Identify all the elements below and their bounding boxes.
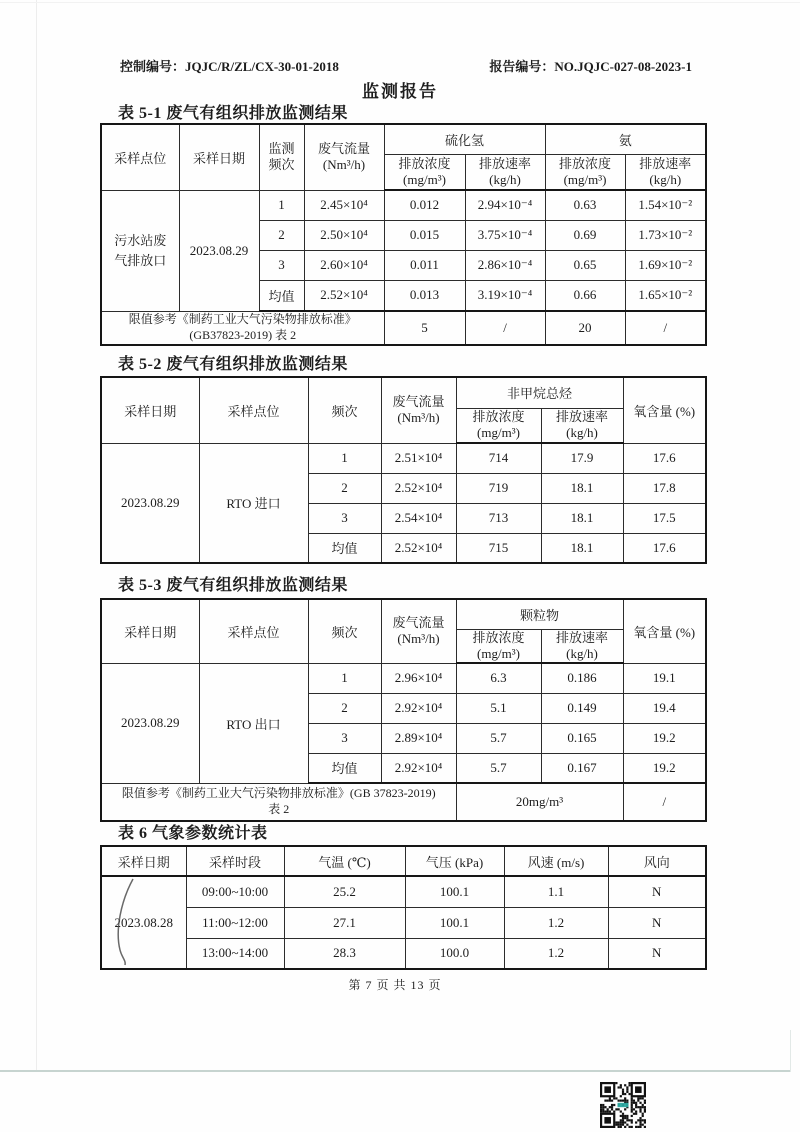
cell: 2 <box>308 693 381 723</box>
cell: N <box>608 938 706 969</box>
group-header-particulate: 颗粒物 <box>456 599 623 629</box>
col-header-sampling-date: 采样日期 <box>179 124 259 190</box>
limit-value: 20 <box>545 311 625 345</box>
limit-value: 5 <box>384 311 465 345</box>
col-header-gas-flow: 废气流量 (Nm³/h) <box>304 124 384 190</box>
table-5-1-title: 表 5-1 废气有组织排放监测结果 <box>118 105 348 122</box>
cell: 17.6 <box>623 443 706 473</box>
cell: 0.015 <box>384 220 465 250</box>
col-header-sampling-point: 采样点位 <box>199 377 308 443</box>
cell: 2.50×10⁴ <box>304 220 384 250</box>
table-5-2-title: 表 5-2 废气有组织排放监测结果 <box>118 356 348 373</box>
cell: 5.7 <box>456 753 541 783</box>
cell: 18.1 <box>541 533 623 563</box>
cell: 2.96×10⁴ <box>381 663 456 693</box>
cell: 3 <box>308 723 381 753</box>
col-header-gas-flow: 废气流量 (Nm³/h) <box>381 599 456 663</box>
col-header-sampling-date: 采样日期 <box>101 377 199 443</box>
col-header-concentration: 排放浓度 (mg/m³) <box>456 408 541 443</box>
table-5-2 <box>100 376 707 564</box>
report-number: 报告编号：NO.JQJC-027-08-2023-1 <box>489 59 692 74</box>
paper-right-edge <box>790 1030 791 1072</box>
cell: 25.2 <box>284 876 405 907</box>
cell: 0.65 <box>545 250 625 280</box>
cell: 719 <box>456 473 541 503</box>
cell: 1.54×10⁻² <box>625 190 706 220</box>
col-header-frequency: 频次 <box>308 377 381 443</box>
cell: 1.73×10⁻² <box>625 220 706 250</box>
limit-reference: 限值参考《制药工业大气污染物排放标准》(GB 37823-2019) 表 2 <box>101 783 456 821</box>
table-5-1 <box>100 123 707 346</box>
cell: 18.1 <box>541 473 623 503</box>
col-header-concentration: 排放浓度 (mg/m³) <box>456 629 541 663</box>
col-header-gas-flow: 废气流量 (Nm³/h) <box>381 377 456 443</box>
col-header-nh3-concentration: 排放浓度 (mg/m³) <box>545 154 625 190</box>
cell: 1 <box>308 663 381 693</box>
cell: 1 <box>308 443 381 473</box>
col-header-sampling-date: 采样日期 <box>101 846 186 876</box>
page-number: 第 7 页 共 13 页 <box>348 978 442 992</box>
table-6 <box>100 845 707 970</box>
cell: 0.012 <box>384 190 465 220</box>
cell: 1 <box>259 190 304 220</box>
cell-sampling-date: 2023.08.28 <box>101 876 186 969</box>
cell: 2 <box>308 473 381 503</box>
cell: 2.45×10⁴ <box>304 190 384 220</box>
cell: 6.3 <box>456 663 541 693</box>
cell-sampling-point: RTO 出口 <box>199 663 308 783</box>
cell: 2.52×10⁴ <box>304 280 384 311</box>
cell: 3.75×10⁻⁴ <box>465 220 545 250</box>
limit-value: / <box>625 311 706 345</box>
cell: 2.94×10⁻⁴ <box>465 190 545 220</box>
col-header-sampling-point: 采样点位 <box>199 599 308 663</box>
cell: 17.9 <box>541 443 623 473</box>
cell: 100.1 <box>405 907 504 938</box>
cell: 713 <box>456 503 541 533</box>
cell: 3 <box>308 503 381 533</box>
control-number: 控制编号：JQJC/R/ZL/CX-30-01-2018 <box>120 59 339 74</box>
col-header-sampling-period: 采样时段 <box>186 846 284 876</box>
cell: 2.89×10⁴ <box>381 723 456 753</box>
col-header-wind-direction: 风向 <box>608 846 706 876</box>
scan-edge-left <box>36 0 37 1070</box>
col-header-nh3-rate: 排放速率 (kg/h) <box>625 154 706 190</box>
cell: 17.6 <box>623 533 706 563</box>
cell: 1.69×10⁻² <box>625 250 706 280</box>
col-header-monitor-frequency: 监测 频次 <box>259 124 304 190</box>
col-header-temperature: 气温 (℃) <box>284 846 405 876</box>
cell: 5.1 <box>456 693 541 723</box>
group-header-nmhc: 非甲烷总烃 <box>456 377 623 408</box>
col-header-h2s-rate: 排放速率 (kg/h) <box>465 154 545 190</box>
cell: 13:00~14:00 <box>186 938 284 969</box>
cell: 100.0 <box>405 938 504 969</box>
group-header-ammonia: 氨 <box>545 124 706 154</box>
limit-value: / <box>623 783 706 821</box>
col-header-rate: 排放速率 (kg/h) <box>541 408 623 443</box>
table-5-3-title: 表 5-3 废气有组织排放监测结果 <box>118 577 348 594</box>
cell: 0.013 <box>384 280 465 311</box>
document-title: 监测报告 <box>362 82 438 101</box>
cell: 1.1 <box>504 876 608 907</box>
cell: 2.92×10⁴ <box>381 753 456 783</box>
cell: 均值 <box>308 753 381 783</box>
col-header-pressure: 气压 (kPa) <box>405 846 504 876</box>
col-header-frequency: 频次 <box>308 599 381 663</box>
cell: 0.149 <box>541 693 623 723</box>
cell: 28.3 <box>284 938 405 969</box>
table-6-title: 表 6 气象参数统计表 <box>118 825 268 842</box>
cell: 0.165 <box>541 723 623 753</box>
col-header-wind-speed: 风速 (m/s) <box>504 846 608 876</box>
col-header-sampling-point: 采样点位 <box>101 124 179 190</box>
table-5-3 <box>100 598 707 822</box>
cell-sampling-date: 2023.08.29 <box>179 190 259 311</box>
cell: 2.52×10⁴ <box>381 533 456 563</box>
cell: 2.86×10⁻⁴ <box>465 250 545 280</box>
cell: 11:00~12:00 <box>186 907 284 938</box>
col-header-oxygen-content: 氧含量 (%) <box>623 599 706 663</box>
cell: 1.65×10⁻² <box>625 280 706 311</box>
cell: 0.66 <box>545 280 625 311</box>
cell: 3 <box>259 250 304 280</box>
col-header-sampling-date: 采样日期 <box>101 599 199 663</box>
cell: 27.1 <box>284 907 405 938</box>
cell: 2.92×10⁴ <box>381 693 456 723</box>
limit-value: / <box>465 311 545 345</box>
scan-edge-top <box>0 2 800 3</box>
cell-sampling-point: RTO 进口 <box>199 443 308 563</box>
cell: 0.63 <box>545 190 625 220</box>
cell: 均值 <box>259 280 304 311</box>
group-header-hydrogen-sulfide: 硫化氢 <box>384 124 545 154</box>
cell: 715 <box>456 533 541 563</box>
cell: 100.1 <box>405 876 504 907</box>
cell: 714 <box>456 443 541 473</box>
cell: 0.167 <box>541 753 623 783</box>
cell-sampling-date: 2023.08.29 <box>101 663 199 783</box>
cell: 17.5 <box>623 503 706 533</box>
cell: 2 <box>259 220 304 250</box>
cell: 3.19×10⁻⁴ <box>465 280 545 311</box>
cell: 2.60×10⁴ <box>304 250 384 280</box>
cell: 1.2 <box>504 938 608 969</box>
cell: 0.011 <box>384 250 465 280</box>
cell-sampling-date: 2023.08.29 <box>101 443 199 563</box>
cell: 2.51×10⁴ <box>381 443 456 473</box>
cell: 2.54×10⁴ <box>381 503 456 533</box>
cell-sampling-point: 污水站废气排放口 <box>101 190 179 311</box>
qr-code <box>600 1082 646 1128</box>
cell: 18.1 <box>541 503 623 533</box>
cell: N <box>608 876 706 907</box>
cell: 5.7 <box>456 723 541 753</box>
col-header-h2s-concentration: 排放浓度 (mg/m³) <box>384 154 465 190</box>
cell: 19.2 <box>623 723 706 753</box>
cell: 2.52×10⁴ <box>381 473 456 503</box>
cell: N <box>608 907 706 938</box>
cell: 0.69 <box>545 220 625 250</box>
cell: 19.2 <box>623 753 706 783</box>
paper-bottom-edge <box>0 1070 791 1072</box>
col-header-rate: 排放速率 (kg/h) <box>541 629 623 663</box>
cell: 19.1 <box>623 663 706 693</box>
cell: 1.2 <box>504 907 608 938</box>
cell: 均值 <box>308 533 381 563</box>
cell: 19.4 <box>623 693 706 723</box>
limit-reference: 限值参考《制药工业大气污染物排放标准》 (GB37823-2019) 表 2 <box>101 311 384 345</box>
cell: 17.8 <box>623 473 706 503</box>
limit-value: 20mg/m³ <box>456 783 623 821</box>
cell: 09:00~10:00 <box>186 876 284 907</box>
cell: 0.186 <box>541 663 623 693</box>
col-header-oxygen-content: 氧含量 (%) <box>623 377 706 443</box>
